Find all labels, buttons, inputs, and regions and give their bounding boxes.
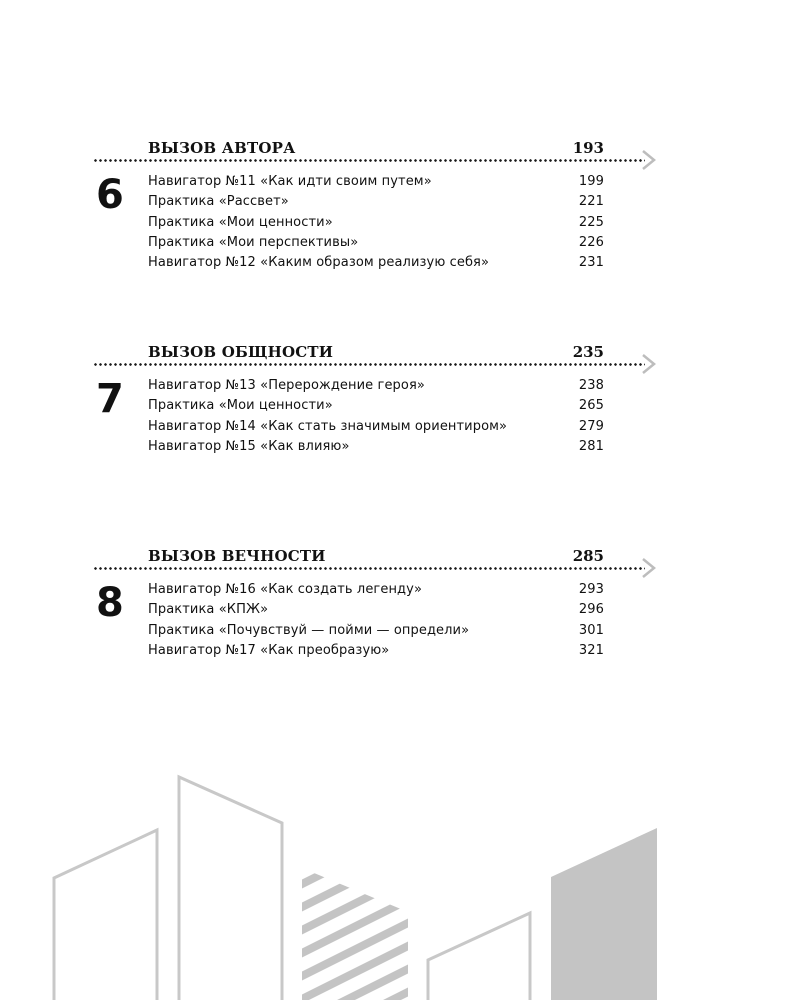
entry-label: Навигатор №12 «Каким образом реализую себя» bbox=[148, 255, 490, 271]
entry-page-number: 265 bbox=[578, 398, 604, 414]
entry-page-number: 238 bbox=[578, 378, 604, 393]
entry-label: Навигатор №13 «Перерождение героя» bbox=[148, 378, 425, 393]
toc-entry[interactable] bbox=[148, 376, 608, 396]
section-title: ВЫЗОВ АВТОРА bbox=[148, 139, 296, 157]
section-number: 7 bbox=[96, 376, 124, 422]
entry-label: Навигатор №14 «Как стать значимым ориентиром» bbox=[148, 418, 508, 434]
section-page-number: 193 bbox=[572, 139, 604, 157]
toc-entry[interactable] bbox=[148, 396, 608, 416]
section-number: 8 bbox=[96, 580, 124, 626]
chevron-right-icon bbox=[640, 557, 658, 579]
entry-page-number: 226 bbox=[578, 234, 604, 250]
entry-page-number: 293 bbox=[578, 582, 604, 597]
section-title: ВЫЗОВ ОБЩНОСТИ bbox=[148, 343, 334, 361]
entry-page-number: 221 bbox=[578, 194, 604, 210]
entry-page-number: 225 bbox=[578, 214, 604, 230]
building-outline bbox=[428, 913, 530, 1000]
toc-entry[interactable] bbox=[148, 580, 608, 600]
section-entries bbox=[148, 376, 608, 457]
entry-label: Практика «Почувствуй — пойми — определи» bbox=[148, 622, 470, 638]
chevron-right-icon bbox=[640, 149, 658, 171]
toc-entry[interactable] bbox=[148, 600, 608, 620]
toc-entry[interactable] bbox=[148, 621, 608, 641]
entry-page-number: 279 bbox=[578, 418, 604, 434]
toc-entry[interactable] bbox=[148, 172, 608, 192]
entry-page-number: 321 bbox=[578, 642, 604, 658]
section-number: 6 bbox=[96, 172, 124, 218]
entry-label: Навигатор №16 «Как создать легенду» bbox=[148, 582, 422, 597]
toc-entry[interactable] bbox=[148, 253, 608, 273]
entry-page-number: 281 bbox=[578, 438, 604, 454]
section-entries bbox=[148, 580, 608, 661]
dotted-divider bbox=[93, 159, 645, 162]
toc-entry[interactable] bbox=[148, 213, 608, 233]
entry-label: Практика «Рассвет» bbox=[148, 194, 289, 210]
buildings-illustration bbox=[0, 760, 800, 1000]
building-solid bbox=[551, 828, 657, 1000]
entry-label: Практика «КПЖ» bbox=[148, 602, 269, 618]
entry-label: Практика «Мои ценности» bbox=[148, 398, 333, 414]
entry-page-number: 231 bbox=[578, 255, 604, 271]
toc-entry[interactable] bbox=[148, 641, 608, 661]
toc-entry[interactable] bbox=[148, 437, 608, 457]
chevron-right-icon bbox=[640, 353, 658, 375]
entry-label: Навигатор №15 «Как влияю» bbox=[148, 438, 350, 454]
striped-building bbox=[290, 820, 430, 1000]
entry-label: Практика «Мои ценности» bbox=[148, 214, 333, 230]
section-page-number: 285 bbox=[572, 547, 604, 565]
toc-entry[interactable] bbox=[148, 233, 608, 253]
dotted-divider bbox=[93, 363, 645, 366]
entry-page-number: 296 bbox=[578, 602, 604, 618]
entry-label: Практика «Мои перспективы» bbox=[148, 234, 359, 250]
building-outline bbox=[54, 830, 157, 1000]
entry-label: Навигатор №17 «Как преобразую» bbox=[148, 642, 390, 658]
section-entries bbox=[148, 172, 608, 273]
section-page-number: 235 bbox=[572, 343, 604, 361]
entry-page-number: 199 bbox=[578, 174, 604, 189]
entry-page-number: 301 bbox=[578, 622, 604, 638]
toc-entry[interactable] bbox=[148, 417, 608, 437]
toc-entry[interactable] bbox=[148, 192, 608, 212]
building-outline bbox=[179, 777, 282, 1000]
entry-label: Навигатор №11 «Как идти своим путем» bbox=[148, 174, 432, 189]
section-title: ВЫЗОВ ВЕЧНОСТИ bbox=[148, 547, 326, 565]
dotted-divider bbox=[93, 567, 645, 570]
